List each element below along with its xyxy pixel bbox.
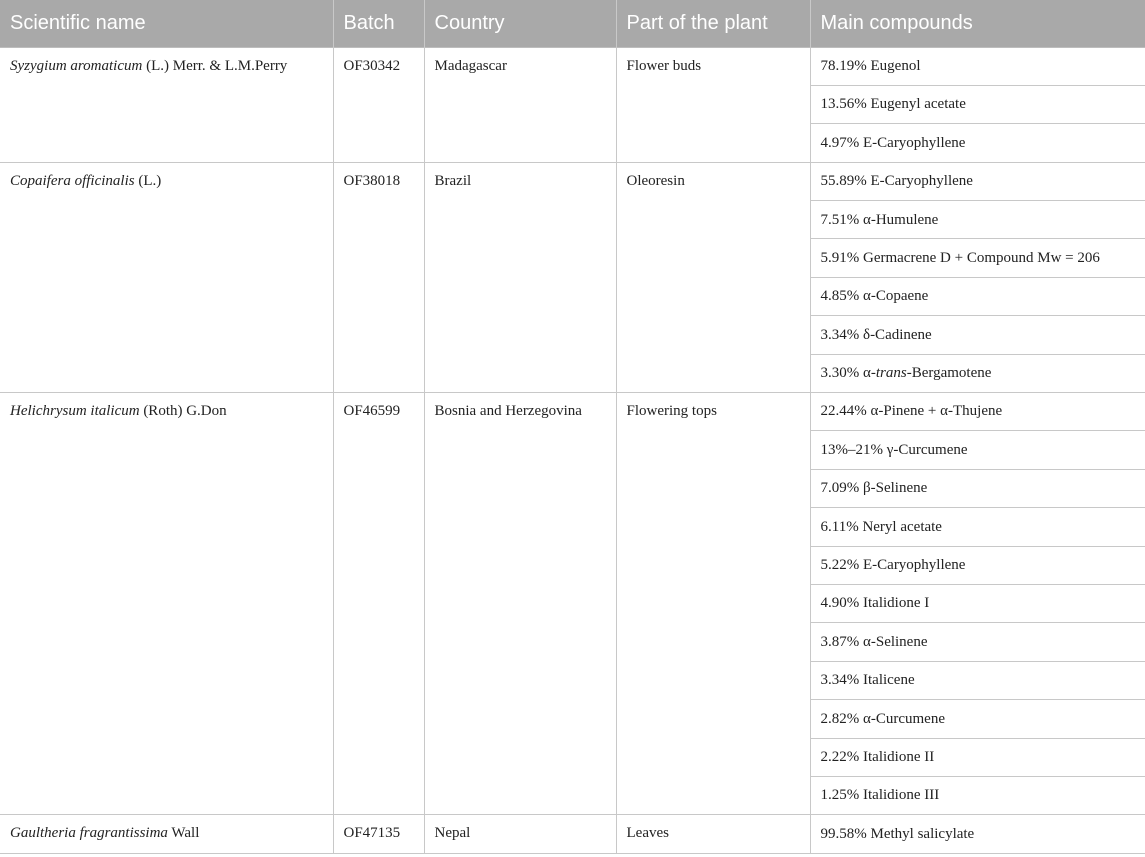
batch-cell: OF30342 <box>333 47 424 162</box>
scientific-name-authority: (L.) Merr. & L.M.Perry <box>142 57 288 74</box>
compound-cell: 3.87% α-Selinene <box>810 623 1145 661</box>
scientific-name-cell <box>0 393 333 815</box>
plant-part-cell: Leaves <box>616 815 810 853</box>
plant-part-cell: Oleoresin <box>616 162 810 392</box>
scientific-name-authority: (Roth) G.Don <box>139 403 227 420</box>
header-country: Country <box>424 0 616 47</box>
table-row <box>0 815 1145 853</box>
scientific-name-genus-species: Helichrysum italicum <box>10 403 140 420</box>
compound-cell: 13.56% Eugenyl acetate <box>810 85 1145 123</box>
country-cell: Bosnia and Herzegovina <box>424 393 616 815</box>
compound-cell: 7.51% α-Humulene <box>810 201 1145 239</box>
compound-cell: 1.25% Italidione III <box>810 776 1145 814</box>
compound-cell: 4.97% E-Caryophyllene <box>810 124 1145 162</box>
table-header <box>0 0 1145 47</box>
header-main-compounds: Main compounds <box>810 0 1145 47</box>
scientific-name-cell <box>0 47 333 162</box>
compound-cell: 55.89% E-Caryophyllene <box>810 162 1145 200</box>
compound-cell: 4.90% Italidione I <box>810 584 1145 622</box>
table-row <box>0 162 1145 200</box>
compound-cell: 3.34% Italicene <box>810 661 1145 699</box>
plant-part-cell: Flower buds <box>616 47 810 162</box>
compound-cell: 6.11% Neryl acetate <box>810 508 1145 546</box>
compound-text-pre: 3.30% α- <box>820 365 876 382</box>
plant-part-cell: Flowering tops <box>616 393 810 815</box>
country-cell: Nepal <box>424 815 616 853</box>
header-part-of-plant: Part of the plant <box>616 0 810 47</box>
compound-cell: 5.22% E-Caryophyllene <box>810 546 1145 584</box>
header-row <box>0 0 1145 47</box>
compound-cell: 22.44% α-Pinene + α-Thujene <box>810 393 1145 431</box>
table-row <box>0 47 1145 85</box>
scientific-name-cell <box>0 162 333 392</box>
scientific-name-authority: (L.) <box>134 172 162 189</box>
scientific-name-genus-species: Copaifera officinalis <box>10 172 135 189</box>
country-cell: Brazil <box>424 162 616 392</box>
compound-cell <box>810 354 1145 392</box>
country-cell: Madagascar <box>424 47 616 162</box>
compound-cell: 2.82% α-Curcumene <box>810 700 1145 738</box>
compound-text-post: -Bergamotene <box>906 365 992 382</box>
compound-cell: 13%–21% γ-Curcumene <box>810 431 1145 469</box>
batch-cell: OF47135 <box>333 815 424 853</box>
scientific-name-authority: Wall <box>167 825 200 842</box>
compound-cell: 7.09% β-Selinene <box>810 469 1145 507</box>
batch-cell: OF38018 <box>333 162 424 392</box>
compound-text-italic: trans <box>875 365 907 382</box>
batch-cell: OF46599 <box>333 393 424 815</box>
header-batch: Batch <box>333 0 424 47</box>
scientific-name-genus-species: Syzygium aromaticum <box>10 57 143 74</box>
header-scientific-name: Scientific name <box>0 0 333 47</box>
table-row <box>0 393 1145 431</box>
table-body <box>0 47 1145 853</box>
scientific-name-genus-species: Gaultheria fragrantissima <box>10 825 168 842</box>
compound-cell: 3.34% δ-Cadinene <box>810 316 1145 354</box>
compound-cell: 5.91% Germacrene D + Compound Mw = 206 <box>810 239 1145 277</box>
compound-cell: 78.19% Eugenol <box>810 47 1145 85</box>
compound-cell: 2.22% Italidione II <box>810 738 1145 776</box>
scientific-name-cell <box>0 815 333 853</box>
compound-cell: 4.85% α-Copaene <box>810 277 1145 315</box>
compound-cell: 99.58% Methyl salicylate <box>810 815 1145 853</box>
